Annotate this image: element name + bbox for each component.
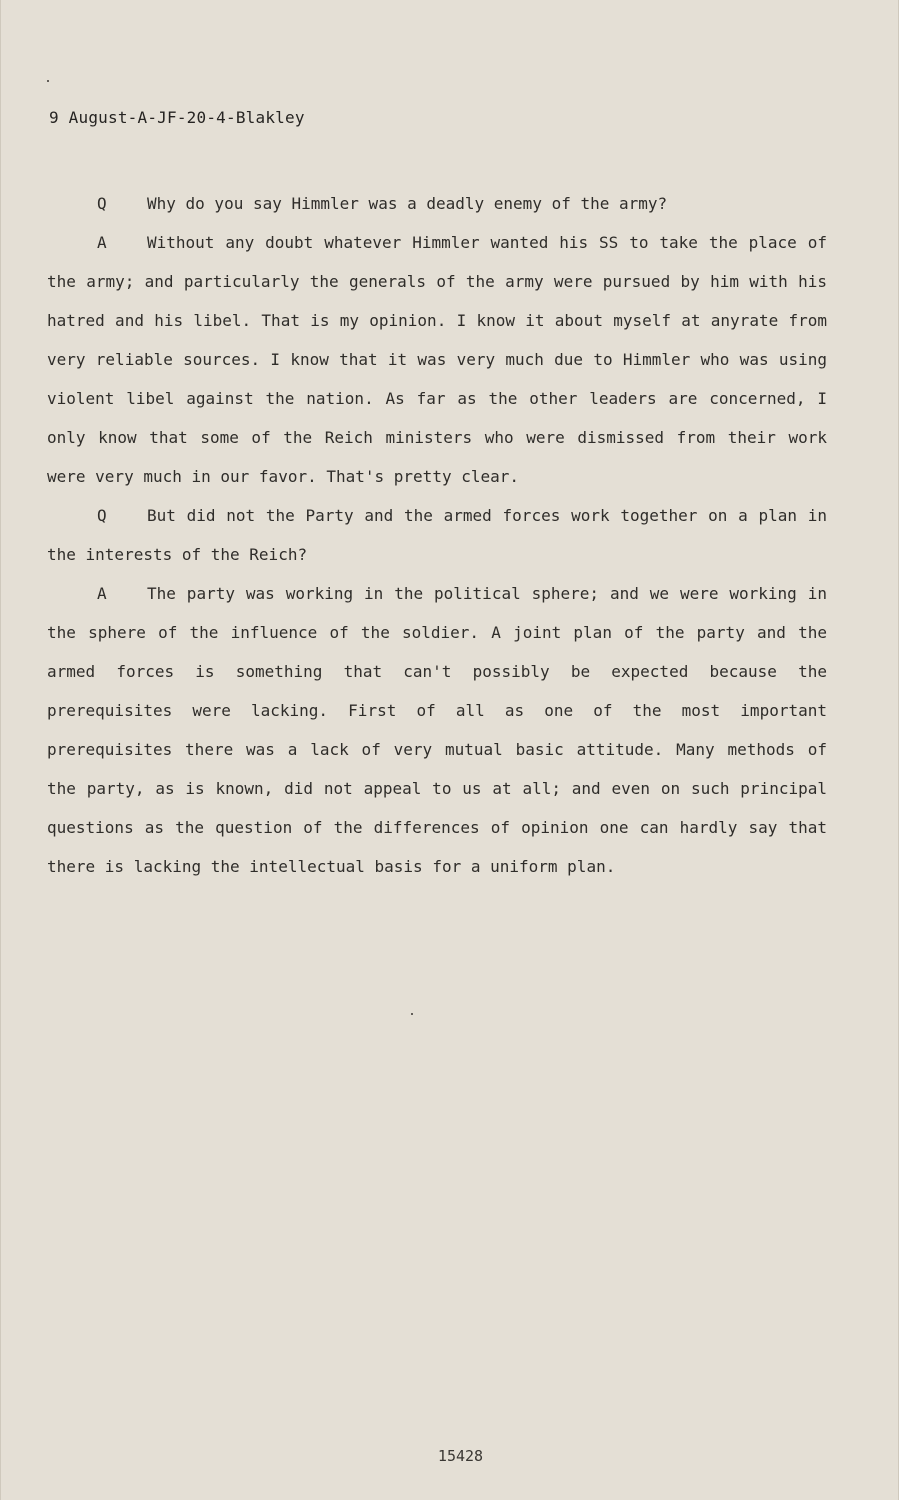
question-entry xyxy=(47,496,827,574)
entry-text: The party was working in the political sphere; and we were working in the sphere of the influence of the soldier. A joint plan of the party and the armed forces is something that can't possibly be expected because the prerequisites were lacking. First of all as one of the most important prerequisites there was a lack of very mutual basic attitude. Many methods of the party, as is known, did not appeal to us at all; and even on such principal questions as the question of the differences of opinion one can hardly say that there is lacking the intellectual basis for a uniform plan. xyxy=(47,584,827,876)
entry-text: But did not the Party and the armed forces work together on a plan in the interests of the Reich? xyxy=(47,506,827,564)
entry-text: Why do you say Himmler was a deadly enemy of the army? xyxy=(147,194,668,213)
speaker-label: Q xyxy=(97,194,107,213)
paper-speck xyxy=(47,80,49,82)
answer-entry xyxy=(47,223,827,496)
transcript-body xyxy=(47,184,827,886)
speaker-label: Q xyxy=(97,506,107,525)
page-number: 15428 xyxy=(437,1447,484,1465)
speaker-label: A xyxy=(97,233,107,252)
paper-speck xyxy=(411,1013,413,1015)
entry-text: Without any doubt whatever Himmler wanted his SS to take the place of the army; and particularly the generals of the army were pursued by him with his hatred and his libel. That is my opinion. I know it about myself at anyrate from very reliable sources. I know that it was very much due to Himmler who was using violent libel against the nation. As far as the other leaders are concerned, I only know that some of the Reich ministers who were dismissed from their work were very much in our favor. That's pretty clear. xyxy=(47,233,827,486)
document-header: 9 August-A-JF-20-4-Blakley xyxy=(49,108,305,127)
speaker-label: A xyxy=(97,584,107,603)
question-entry xyxy=(47,184,827,223)
answer-entry xyxy=(47,574,827,886)
